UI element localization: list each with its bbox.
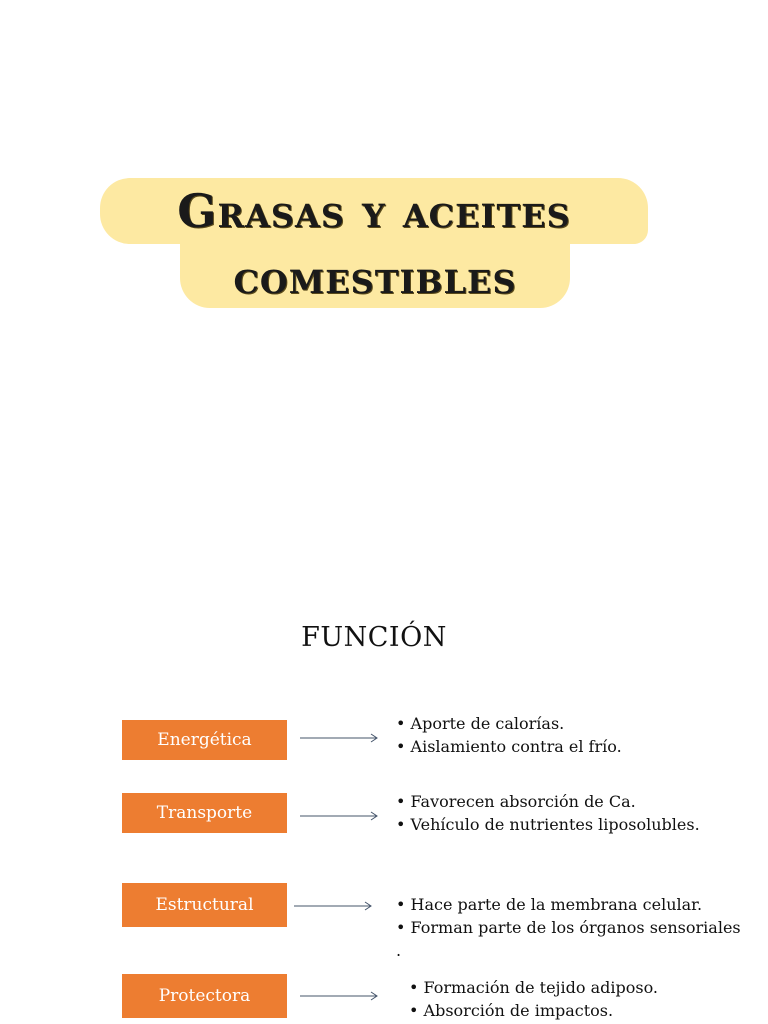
function-tag: Protectora	[122, 974, 287, 1018]
bullet-item: • Aislamiento contra el frío.	[396, 737, 622, 756]
title-line-1: Grasas y aceites	[100, 178, 648, 244]
function-tag: Estructural	[122, 883, 287, 927]
bullet-item: • Absorción de impactos.	[409, 1001, 614, 1020]
bullet-item: • Formación de tejido adiposo.	[409, 978, 658, 997]
bullet-item: • Vehículo de nutrientes liposolubles.	[396, 815, 700, 834]
arrow-right-icon	[300, 732, 380, 744]
section-title: FUNCIÓN	[301, 622, 447, 653]
title-line-2: comestibles	[180, 244, 570, 308]
function-description	[396, 712, 736, 758]
title-block	[100, 178, 648, 310]
arrow-right-icon	[300, 990, 380, 1002]
function-tag: Transporte	[122, 793, 287, 833]
function-description	[409, 976, 749, 1022]
bullet-item: • Aporte de calorías.	[396, 714, 565, 733]
bullet-item: • Hace parte de la membrana celular.	[396, 895, 703, 914]
bullet-item: • Favorecen absorción de Ca.	[396, 792, 636, 811]
arrow-right-icon	[300, 810, 380, 822]
function-tag: Energética	[122, 720, 287, 760]
function-description	[396, 790, 736, 836]
arrow-right-icon	[294, 900, 374, 912]
function-description	[396, 893, 741, 962]
bullet-item: • Forman parte de los órganos sensoriales .	[396, 918, 741, 960]
